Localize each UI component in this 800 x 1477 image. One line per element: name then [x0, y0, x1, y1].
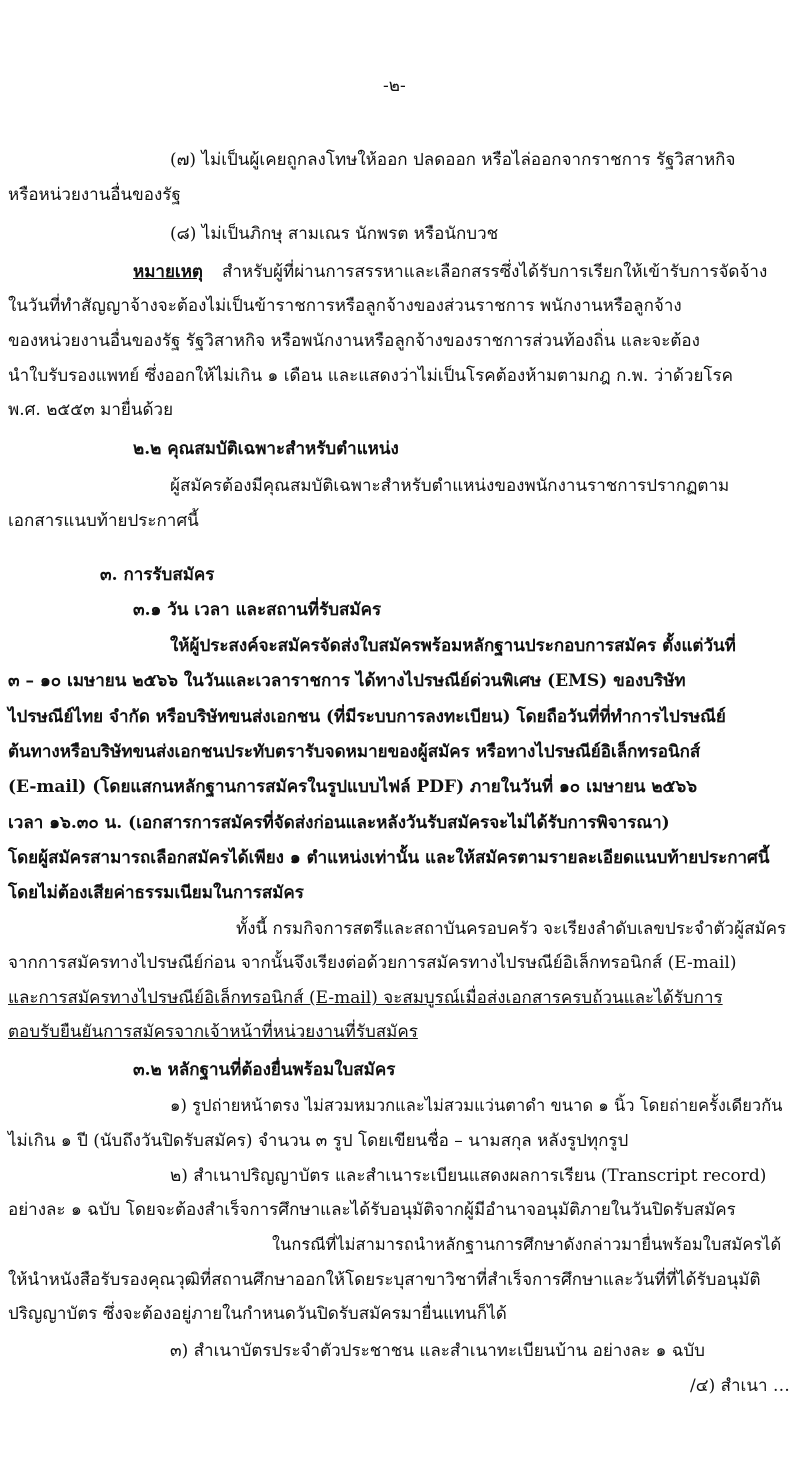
- text-line: โดยไม่ต้องเสียค่าธรรมเนียมในการสมัคร: [8, 883, 304, 903]
- text-line: ให้ผู้ประสงค์จะสมัครจัดส่งใบสมัครพร้อมหลักฐานประกอบการสมัคร ตั้งแต่วันที่: [170, 636, 736, 656]
- section-heading: ๒.๒ คุณสมบัติเฉพาะสำหรับตำแหน่ง: [133, 439, 399, 459]
- text-line: ไม่เกิน ๑ ปี (นับถึงวันปิดรับสมัคร) จำนวน ๓ รูป โดยเขียนชื่อ – นามสกุล หลังรูปทุกรูป: [8, 1131, 629, 1151]
- text-line: นำใบรับรองแพทย์ ซึ่งออกให้ไม่เกิน ๑ เดือน และแสดงว่าไม่เป็นโรคต้องห้ามตามกฎ ก.พ. ว่าด้วยโรค: [8, 366, 734, 386]
- text-line: โดยผู้สมัครสามารถเลือกสมัครได้เพียง ๑ ตำแหน่งเท่านั้น และให้สมัครตามรายละเอียดแนบท้ายประกาศนี้: [8, 848, 770, 868]
- underlined-text-line: และการสมัครทางไปรษณีย์อิเล็กทรอนิกส์ (E-mail) จะสมบูรณ์เมื่อส่งเอกสารครบถ้วนและได้รับการ: [8, 988, 723, 1008]
- text-line: ๑) รูปถ่ายหน้าตรง ไม่สวมหมวกและไม่สวมแว่นตาดำ ขนาด ๑ นิ้ว โดยถ่ายครั้งเดียวกัน: [170, 1096, 783, 1115]
- text-line: ในกรณีที่ไม่สามารถนำหลักฐานการศึกษาดังกล่าวมายื่นพร้อมใบสมัครได้: [272, 1235, 782, 1254]
- text-line: ปริญญาบัตร ซึ่งจะต้องอยู่ภายในกำหนดวันปิดรับสมัครมายื่นแทนก็ได้: [8, 1304, 507, 1324]
- text-line: (๘) ไม่เป็นภิกษุ สามเณร นักพรต หรือนักบวช: [170, 224, 499, 244]
- text-line: ๓) สำเนาบัตรประจำตัวประชาชน และสำเนาทะเบียนบ้าน อย่างละ ๑ ฉบับ: [170, 1341, 705, 1361]
- text-line: ให้นำหนังสือรับรองคุณวุฒิที่สถานศึกษาออกให้โดยระบุสาขาวิชาที่สำเร็จการศึกษาและวันที่ที่ได้รับอนุมัติ: [8, 1270, 761, 1290]
- text-line: จากการสมัครทางไปรษณีย์ก่อน จากนั้นจึงเรียงต่อด้วยการสมัครทางไปรษณีย์อิเล็กทรอนิกส์ (E-mail): [8, 953, 737, 973]
- text-line: เอกสารแนบท้ายประกาศนี้: [8, 511, 199, 531]
- note-heading: หมายเหตุ: [133, 262, 203, 282]
- text-line: ๒) สำเนาปริญญาบัตร และสำเนาระเบียนแสดงผลการเรียน (Transcript record): [170, 1166, 767, 1186]
- text-line: ทั้งนี้ กรมกิจการสตรีและสถาบันครอบครัว จะเรียงลำดับเลขประจำตัวผู้สมัคร: [236, 919, 787, 939]
- underlined-text-line: ตอบรับยืนยันการสมัครจากเจ้าหน้าที่หน่วยงานที่รับสมัคร: [8, 1022, 418, 1042]
- text-line: สำหรับผู้ที่ผ่านการสรรหาและเลือกสรรซึ่งได้รับการเรียกให้เข้ารับการจัดจ้าง: [222, 262, 768, 282]
- text-line: อย่างละ ๑ ฉบับ โดยจะต้องสำเร็จการศึกษาและได้รับอนุมัติจากผู้มีอำนาจอนุมัติภายในวันปิดรับสมัคร: [8, 1200, 736, 1220]
- text-line: (๗) ไม่เป็นผู้เคยถูกลงโทษให้ออก ปลดออก หรือไล่ออกจากราชการ รัฐวิสาหกิจ: [170, 150, 736, 170]
- text-line: ผู้สมัครต้องมีคุณสมบัติเฉพาะสำหรับตำแหน่งของพนักงานราชการปรากฏตาม: [170, 476, 730, 496]
- section-heading: ๓. การรับสมัคร: [100, 565, 215, 585]
- text-line: ของหน่วยงานอื่นของรัฐ รัฐวิสาหกิจ หรือพนักงานหรือลูกจ้างของราชการส่วนท้องถิ่น และจะต้อง: [8, 331, 700, 351]
- text-line: หรือหน่วยงานอื่นของรัฐ: [8, 185, 181, 205]
- text-line: ต้นทางหรือบริษัทขนส่งเอกชนประทับตรารับจดหมายของผู้สมัคร หรือทางไปรษณีย์อิเล็กทรอนิกส์: [8, 742, 701, 762]
- section-heading: ๓.๒ หลักฐานที่ต้องยื่นพร้อมใบสมัคร: [133, 1060, 396, 1080]
- text-line: เวลา ๑๖.๓๐ น. (เอกสารการสมัครที่จัดส่งก่อนและหลังวันรับสมัครจะไม่ได้รับการพิจารณา): [8, 813, 670, 833]
- text-line: พ.ศ. ๒๕๕๓ มายื่นด้วย: [8, 400, 174, 420]
- text-line: ๓ – ๑๐ เมษายน ๒๕๖๖ ในวันและเวลาราชการ ได้ทางไปรษณีย์ด่วนพิเศษ (EMS) ของบริษัท: [8, 671, 686, 691]
- section-heading: ๓.๑ วัน เวลา และสถานที่รับสมัคร: [133, 600, 382, 620]
- text-line: ไปรษณีย์ไทย จำกัด หรือบริษัทขนส่งเอกชน (ที่มีระบบการลงทะเบียน) โดยถือวันที่ที่ทำการไปรษณีย์: [8, 707, 726, 727]
- text-line: ในวันที่ทำสัญญาจ้างจะต้องไม่เป็นข้าราชการหรือลูกจ้างของส่วนราชการ พนักงานหรือลูกจ้าง: [8, 296, 682, 316]
- continuation-marker: /๔) สำเนา …: [690, 1376, 790, 1396]
- text-line: (E-mail) (โดยแสกนหลักฐานการสมัครในรูปแบบไฟล์ PDF) ภายในวันที่ ๑๐ เมษายน ๒๕๖๖: [8, 777, 697, 797]
- page-number: -๒-: [383, 76, 406, 96]
